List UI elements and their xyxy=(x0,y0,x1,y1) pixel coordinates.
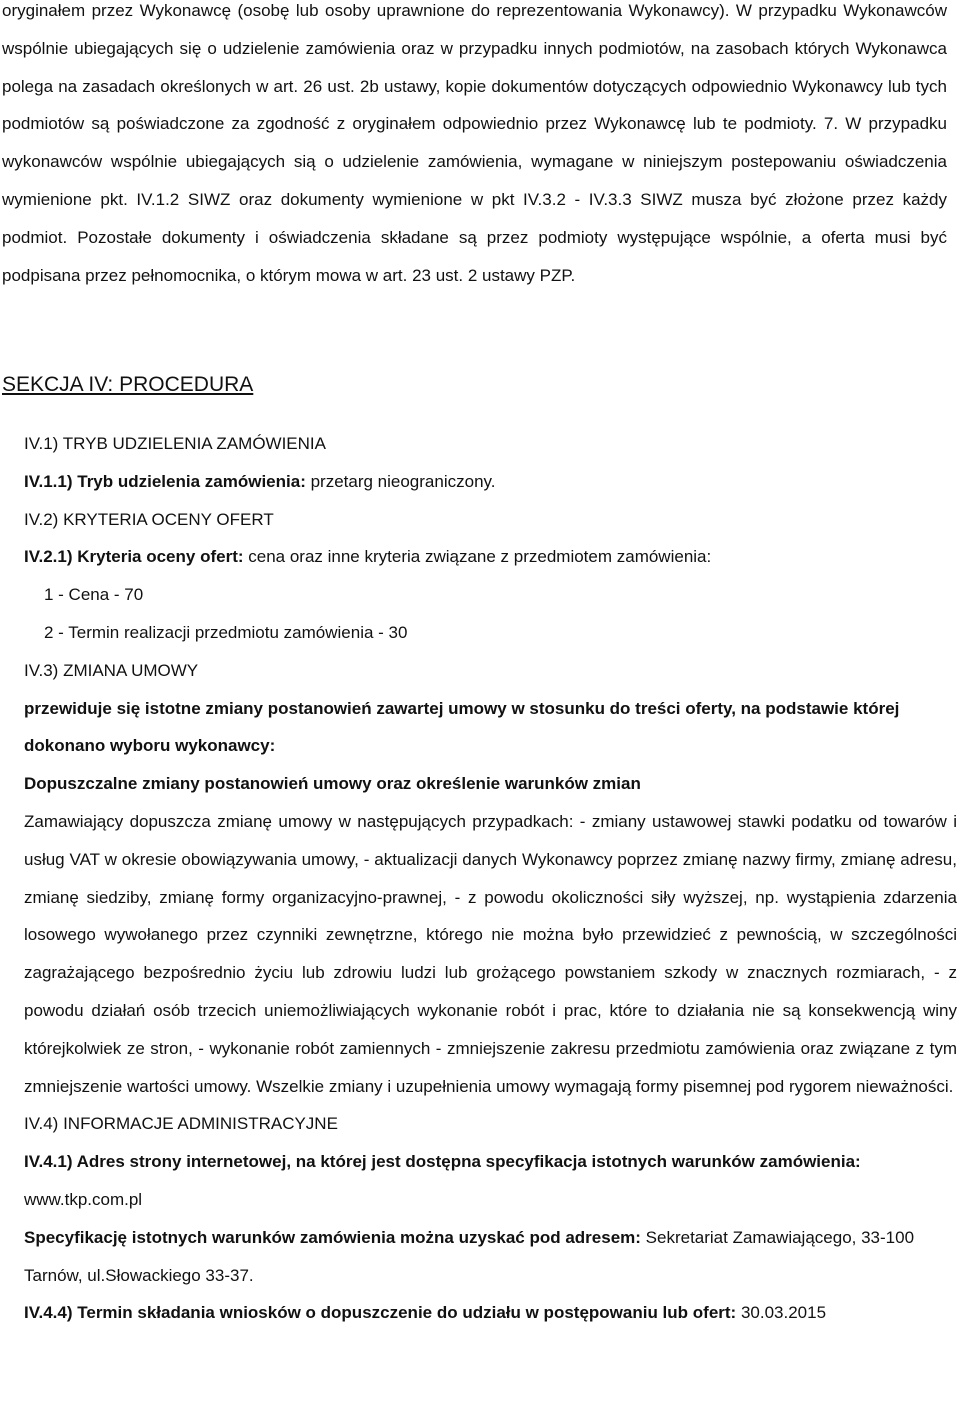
iv1-1-line xyxy=(24,463,957,501)
iv2-1-label: IV.2.1) Kryteria oceny ofert: xyxy=(24,547,244,567)
iv4-heading: IV.4) INFORMACJE ADMINISTRACYJNE xyxy=(24,1114,338,1134)
deadline-value: 30.03.2015 xyxy=(736,1303,827,1323)
iv3-body: Zamawiający dopuszcza zmianę umowy w następujących przypadkach: - zmiany ustawowej stawki podatku od towarów i usług VAT w okresie obowiązywania umowy, - aktualizacji danych Wykonawcy poprzez zmianę nazwy firmy, zmianę adresu, zmianę siedziby, zmianę formy organizacyjno-prawnej, - z powodu okoliczności siły wyższej, np. wystąpienia zdarzenia losowego wywołanego przez czynniki zewnętrzne, którego nie można było przewidzieć z pewnością, w szczególności zagrażającego bezpośrednio życiu lub zdrowiu ludzi lub grożącego powstaniem szkody w znacznych rozmiarach, - z powodu działań osób trzecich uniemożliwiających wykonanie robót i prac, które to działania nie są konsekwencją winy którejkolwiek ze stron, - wykonanie robót zamiennych - zmniejszenie zakresu przedmiotu zamówienia oraz związane z tym zmniejszenie wartości umowy. Wszelkie zmiany i uzupełnienia umowy wymagają formy pisemnej pod rygorem nieważności. xyxy=(24,811,957,1096)
intro-paragraph: oryginałem przez Wykonawcę (osobę lub osoby uprawnione do reprezentowania Wykonawcy). W przypadku Wykonawców wspólnie ubiegających się o udzielenie zamówienia oraz w przypadku innych podmiotów, na zasobach których Wykonawca polega na zasadach określonych w art. 26 ust. 2b ustawy, kopie dokumentów dotyczących odpowiednio Wykonawcy lub tych podmiotów są poświadczone za zgodność z oryginałem odpowiednio przez Wykonawcę lub te podmioty. 7. W przypadku wykonawców wspólnie ubiegających sią o udzielenie zamówienia, wymagane w niniejszym postepowaniu oświadczenia wymienione pkt. IV.1.2 SIWZ oraz dokumenty wymienione w pkt IV.3.2 - IV.3.3 SIWZ musza być złożone przez każdy podmiot. Pozostałe dokumenty i oświadczenia składane są przez podmioty występujące wspólnie, a oferta musi być podpisana przez pełnomocnika, o którym mowa w art. 23 ust. 2 ustawy PZP. xyxy=(2,1,947,285)
iv3-subheading: Dopuszczalne zmiany postanowień umowy oraz określenie warunków zmian xyxy=(24,774,641,794)
iv1-heading: IV.1) TRYB UDZIELENIA ZAMÓWIENIA xyxy=(24,434,326,453)
deadline-label: IV.4.4) Termin składania wniosków o dopuszczenie do udziału w postępowaniu lub ofert: xyxy=(24,1303,737,1323)
iv4-1-line xyxy=(24,1143,957,1219)
criterion-item-1: 1 - Cena - 70 xyxy=(44,585,144,605)
procedure-block xyxy=(24,425,957,1332)
spec-address-line xyxy=(24,1219,957,1295)
iv2-1-value: cena oraz inne kryteria związane z przedmiotem zamówienia: xyxy=(243,547,712,567)
iv1-1-value: przetarg nieograniczony. xyxy=(305,471,496,491)
iv3-bold-statement: przewiduje się istotne zmiany postanowień zawartej umowy w stosunku do treści oferty, na podstawie której dokonano wyboru wykonawcy: xyxy=(24,698,900,756)
iv4-4-line xyxy=(24,1294,957,1332)
iv2-heading: IV.2) KRYTERIA OCENY OFERT xyxy=(24,509,274,529)
iv3-heading: IV.3) ZMIANA UMOWY xyxy=(24,660,199,680)
spec-address-value: Sekretariat Zamawiającego, 33-100 Tarnów, ul.Słowackiego 33-37. xyxy=(24,1227,915,1285)
criterion-item-2: 2 - Termin realizacji przedmiotu zamówienia - 30 xyxy=(44,622,408,642)
iv4-1-label: IV.4.1) Adres strony internetowej, na której jest dostępna specyfikacja istotnych warunków zamówienia: xyxy=(24,1152,861,1172)
spec-url[interactable]: www.tkp.com.pl xyxy=(24,1189,143,1209)
spec-address-label: Specyfikację istotnych warunków zamówienia można uzyskać pod adresem: xyxy=(24,1227,641,1247)
iv2-1-line xyxy=(24,538,957,576)
iv1-1-label: IV.1.1) Tryb udzielenia zamówienia: xyxy=(24,471,306,491)
section-title: SEKCJA IV: PROCEDURA xyxy=(2,373,254,396)
